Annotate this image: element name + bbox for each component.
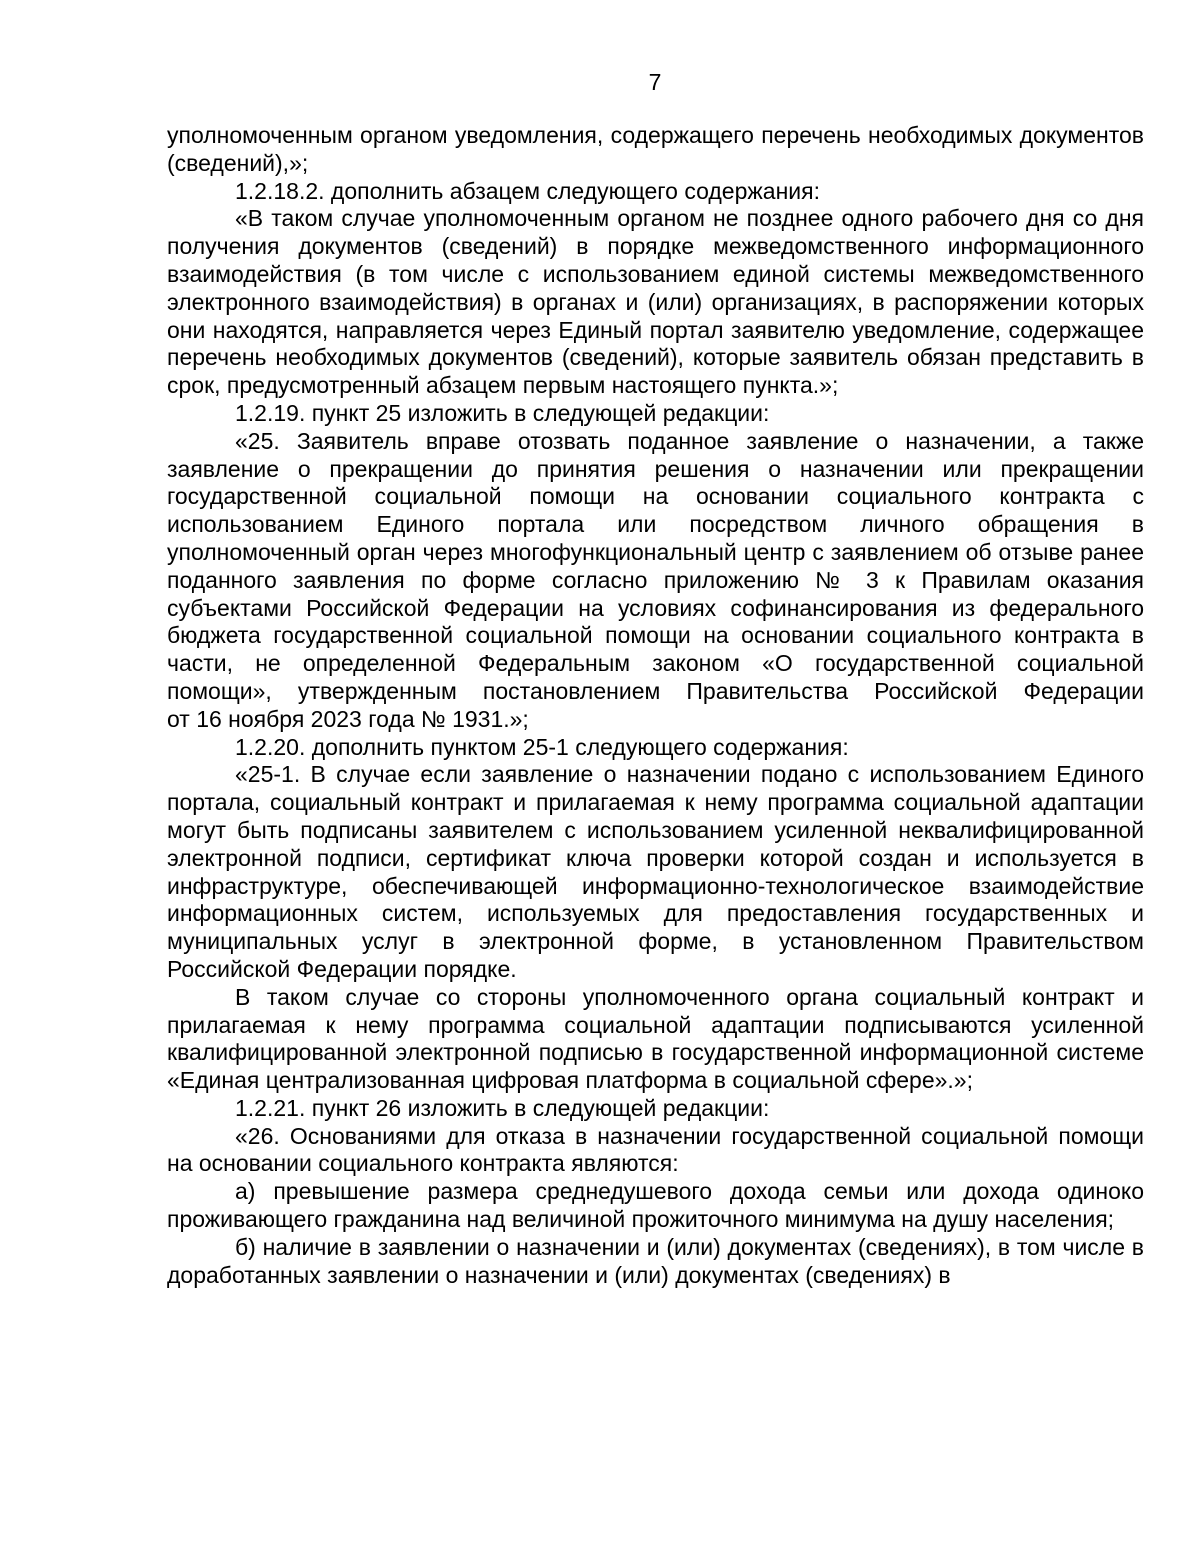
paragraph: а) превышение размера среднедушевого дохода семьи или дохода одиноко проживающего гражданина над величиной прожиточного минимума на душу населения; [167,1178,1144,1233]
document-body [167,122,1144,1289]
paragraph: 1.2.21. пункт 26 изложить в следующей редакции: [235,1094,770,1121]
paragraph: «25. Заявитель вправе отозвать поданное заявление о назначении, а также заявление о прекращении до принятия решения о назначении или прекращении государственной социальной помощи на основании социального контракта с использованием Единого портала или посредством личного обращения в уполномоченный орган через многофункциональный центр с заявлением об отзыве ранее поданного заявления по форме согласно приложению № 3 к Правилам оказания субъектами Российской Федерации на условиях софинансирования из федерального бюджета государственной социальной помощи на основании социального контракта в части, не определенной Федеральным законом «О государственной социальной помощи», утвержденным постановлением Правительства Российской Федерации [167,427,1144,704]
page-number: 7 [648,69,662,95]
paragraph: «В таком случае уполномоченным органом не позднее одного рабочего дня со дня получения документов (сведений) в порядке межведомственного информационного взаимодействия (в том числе с использованием единой системы межведомственного электронного взаимодействия) в органах и (или) организациях, в распоряжении которых они находятся, направляется через Единый портал заявителю уведомление, содержащее перечень необходимых документов (сведений), которые заявитель обязан представить в срок, предусмотренный абзацем первым настоящего пункта.»; [167,205,1144,399]
paragraph: от 16 ноября 2023 года № 1931.»; [167,705,529,732]
paragraph: «26. Основаниями для отказа в назначении государственной социальной помощи на основании социального контракта являются: [167,1122,1144,1177]
paragraph: В таком случае со стороны уполномоченного органа социальный контракт и прилагаемая к нему программа социальной адаптации подписываются усиленной квалифицированной электронной подписью в государственной информационной системе «Единая централизованная цифровая платформа в социальной сфере».»; [167,983,1144,1094]
paragraph: «25-1. В случае если заявление о назначении подано с использованием Единого портала, социальный контракт и прилагаемая к нему программа социальной адаптации могут быть подписаны заявителем с использованием усиленной неквалифицированной электронной подписи, сертификат ключа проверки которой создан и используется в инфраструктуре, обеспечивающей информационно-технологическое взаимодействие информационных систем, используемых для предоставления государственных и муниципальных услуг в электронной форме, в установленном Правительством Российской Федерации порядке. [167,761,1144,982]
paragraph: б) наличие в заявлении о назначении и (или) документах (сведениях), в том числе в доработанных заявлении о назначении и (или) документах (сведениях) в [167,1233,1144,1288]
paragraph: уполномоченным органом уведомления, содержащего перечень необходимых документов (сведений),»; [167,122,1144,176]
paragraph: 1.2.19. пункт 25 изложить в следующей редакции: [235,399,770,426]
paragraph: 1.2.18.2. дополнить абзацем следующего содержания: [235,177,820,204]
paragraph: 1.2.20. дополнить пунктом 25-1 следующего содержания: [235,733,849,760]
